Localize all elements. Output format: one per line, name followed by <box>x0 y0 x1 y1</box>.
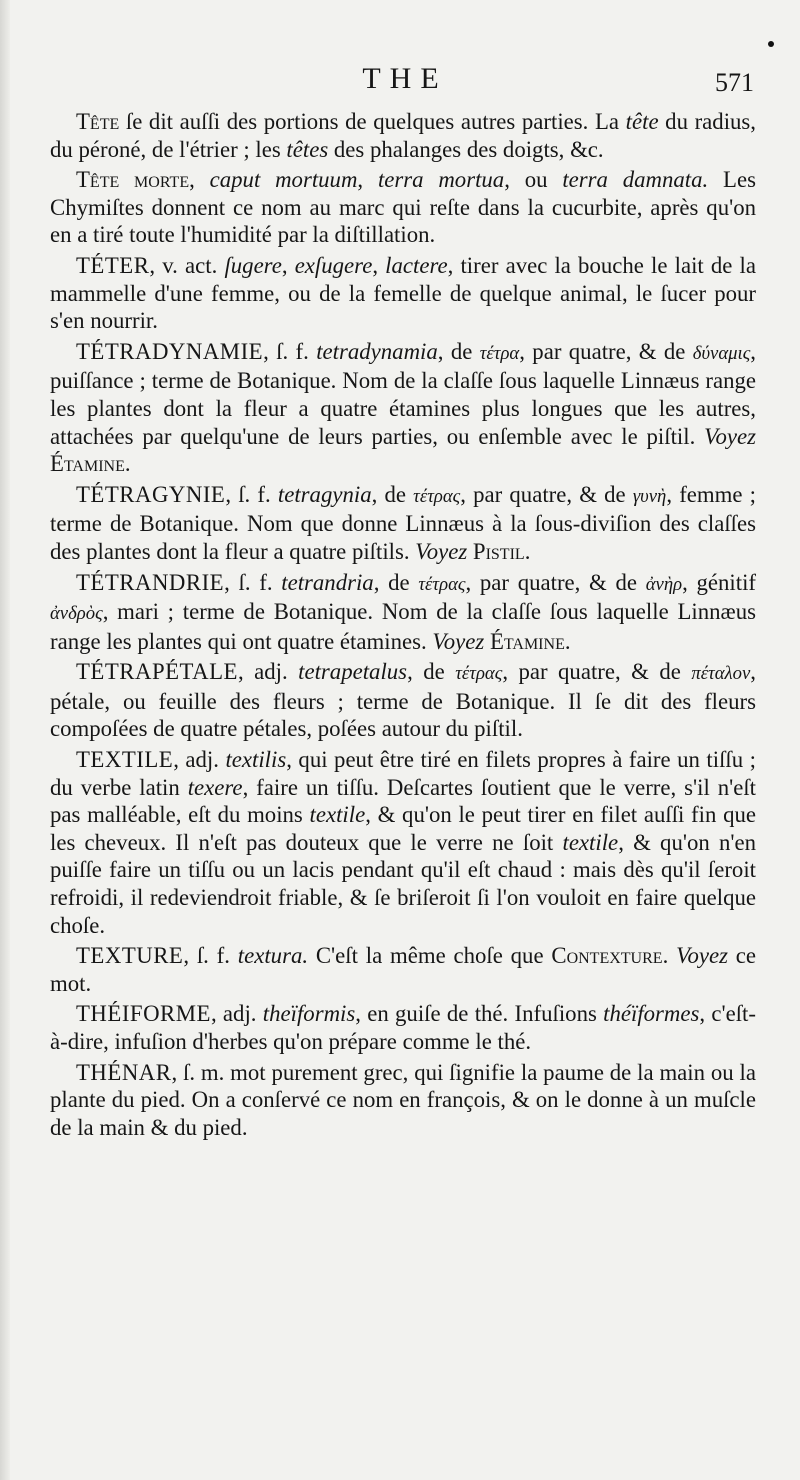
entry-text: , adj. <box>210 1001 263 1027</box>
running-head: THE <box>362 62 448 95</box>
italic-text: textilis <box>225 747 287 773</box>
entry-text: C'eſt la même choſe que <box>308 943 552 969</box>
entry-text: Les Chymiſtes donnent ce nom au marc qui reſte dans la cucurbite, après qu'on en a tiré toute l'humidité par la diſtillation. <box>50 167 756 248</box>
entry-text: ſe dit auſſi des portions de quelques autres parties. La <box>119 109 626 134</box>
italic-text: tetradynamia <box>316 338 438 364</box>
italic-text: textile <box>562 829 619 855</box>
entry-text: , par quatre, & de <box>465 569 646 595</box>
entry-headword: THÉIFORME <box>76 1001 211 1027</box>
entry-headword: TÉTRAGYNIE <box>76 481 226 507</box>
entry-text: , ou <box>504 167 563 193</box>
greek-text: πέταλον <box>691 663 751 685</box>
italic-text: têtes <box>286 136 329 162</box>
page-header <box>48 58 762 102</box>
italic-text: caput mortuum <box>209 167 358 193</box>
entry-text: , ſ. f. <box>225 481 278 507</box>
italic-text: tetragynia <box>277 481 372 507</box>
small-caps-text: Étamine <box>489 628 565 654</box>
entry-text: , adj. <box>237 659 299 685</box>
italic-text: théïformes <box>603 1001 700 1027</box>
entry-text: . <box>524 538 531 564</box>
greek-text: δύναμις <box>692 342 751 364</box>
entry-text: , de <box>371 481 414 507</box>
dictionary-entry <box>50 942 756 997</box>
entry-headword: TÉTER <box>76 252 150 278</box>
small-caps-text: Tête <box>76 109 120 134</box>
italic-text: exſugere <box>294 252 373 278</box>
greek-text: τέτρας <box>418 573 466 595</box>
greek-text: τέτρας <box>413 485 461 507</box>
entry-text: , <box>357 167 378 193</box>
entry-text: , qui peut être tiré en filets propres à faire un tiſſu ; du verbe latin <box>50 747 756 800</box>
italic-text: lactere <box>385 252 448 278</box>
entry-text: , ſ. f. <box>224 569 282 595</box>
entry-headword: TÉTRANDRIE <box>76 569 225 595</box>
italic-text: texere <box>187 774 243 800</box>
italic-text: tetrandria <box>281 569 374 595</box>
entry-text: . <box>662 943 677 969</box>
italic-text: Voyez <box>415 538 468 564</box>
entry-text: , & qu'on le peut tirer en filet auſſi fin que les cheveux. Il n'eſt pas douteux que le verre ne ſoit <box>50 802 756 855</box>
italic-text: tête <box>625 109 659 134</box>
entry-text: . <box>124 451 131 477</box>
entry-text: , par quatre, & de <box>502 659 692 685</box>
entry-headword: TÉTRADYNAMIE <box>76 338 264 364</box>
italic-text: ſugere <box>224 252 282 278</box>
dictionary-entry <box>50 1059 756 1142</box>
entry-text: , c'eſt-à-dire, infuſion d'herbes qu'on prépare comme le thé. <box>50 1001 756 1054</box>
entry-text: , v. act. <box>149 252 225 278</box>
entry-text: , adj. <box>173 747 226 773</box>
page-spine-shadow <box>0 0 10 1480</box>
entry-text: , par quatre, & de <box>519 338 693 364</box>
entry-text: , ſ. f. <box>183 943 238 969</box>
italic-text: theïformis <box>262 1001 356 1027</box>
italic-text: terra mortua <box>377 167 505 193</box>
entry-text: , ſ. f. <box>263 338 317 364</box>
entry-text: , génitif <box>682 569 756 595</box>
entry-headword: TEXTILE <box>76 747 174 773</box>
dictionary-entry <box>50 569 756 656</box>
ink-dot <box>768 41 774 47</box>
italic-text: tetrapetalus <box>298 659 408 685</box>
entry-text: , femme ; terme de Botanique. Nom que donne Linnæus à la ſous-diviſion des claſſes des plantes dont la fleur a quatre piſtils. <box>50 481 756 564</box>
dictionary-entry <box>50 746 756 939</box>
dictionary-entry <box>50 108 756 163</box>
entry-text: , en guiſe de thé. Infuſions <box>355 1001 604 1027</box>
entry-text: , tirer avec la bouche le lait de la mammelle d'une femme, ou de la femelle de quelque animal, le ſucer pour s'en nourrir. <box>50 252 756 334</box>
dictionary-text <box>50 108 756 1144</box>
entry-text: des phalanges des doigts, &c. <box>328 136 604 162</box>
entry-headword: THÉNAR <box>76 1059 172 1085</box>
dictionary-entry <box>50 1000 756 1055</box>
entry-text: , mari ; terme de Botanique. Nom de la claſſe ſous laquelle Linnæus range les plantes qui ont quatre étamines. <box>50 599 756 654</box>
entry-text: , ſ. m. mot purement grec, qui ſignifie la paume de la main ou la plante du pied. On a conſervé ce nom en françois, & on le donne à un muſcle de la main & du pied. <box>50 1059 756 1140</box>
dictionary-entry <box>50 166 756 249</box>
greek-text: ἀνδρὸς <box>50 603 103 625</box>
entry-text: . <box>564 628 571 654</box>
entry-text: , faire un tiſſu. Deſcartes ſoutient que le verre, s'il n'eſt pas malléable, eſt du moins <box>50 774 756 828</box>
small-caps-text: Tête morte <box>76 167 190 193</box>
small-caps-text: Pistil <box>472 538 525 564</box>
entry-headword: TEXTURE <box>76 943 184 969</box>
small-caps-text: Étamine <box>50 451 125 477</box>
italic-text: textile <box>309 802 366 828</box>
small-caps-text: Contexture <box>551 943 663 969</box>
entry-text: , <box>372 252 386 278</box>
entry-text: du radius, du péroné, de l'étrier ; les <box>50 109 756 162</box>
italic-text: Voyez <box>432 628 485 654</box>
italic-text: Voyez <box>704 423 756 449</box>
dictionary-entry <box>50 658 756 743</box>
entry-text: , de <box>437 338 480 364</box>
italic-text: terra damnata. <box>562 167 709 193</box>
entry-text: , <box>189 167 210 193</box>
greek-text: ἀνὴρ <box>645 573 683 595</box>
italic-text: textura. <box>237 943 309 969</box>
entry-text: , par quatre, & de <box>460 481 633 507</box>
dictionary-entry <box>50 481 756 566</box>
greek-text: τέτρας <box>455 663 503 685</box>
entry-text: , pétale, ou feuille des fleurs ; terme de Botanique. Il ſe dit des fleurs compoſées de quatre pétales, poſées autour du piſtil. <box>50 659 756 742</box>
italic-text: Voyez <box>676 943 728 969</box>
entry-text: ce mot. <box>50 943 757 996</box>
entry-text: , de <box>373 569 419 595</box>
entry-text: , & qu'on n'en puiſſe faire un tiſſu ou un lacis pendant qu'il eſt chaud : mais dès qu'il ſeroit refroidi, il redeviendroit friable, & ſe briſeroit ſi l'on vouloit en faire quelque choſe. <box>50 829 756 938</box>
dictionary-entry <box>50 338 756 478</box>
entry-headword: TÉTRAPÉTALE <box>76 659 238 685</box>
dictionary-entry <box>50 252 756 335</box>
greek-text: τέτρα <box>479 342 520 364</box>
entry-text: , <box>281 252 295 278</box>
page-number: 571 <box>715 68 754 97</box>
entry-text: , de <box>407 659 456 685</box>
greek-text: γυνὴ <box>632 485 667 507</box>
entry-text: , puiſſance ; terme de Botanique. Nom de la claſſe ſous laquelle Linnæus range les plantes dont la fleur a quatre étamines plus longues que les autres, attachées par quelqu'une de leurs parties, ou enſemble avec le piſtil. <box>50 338 756 449</box>
